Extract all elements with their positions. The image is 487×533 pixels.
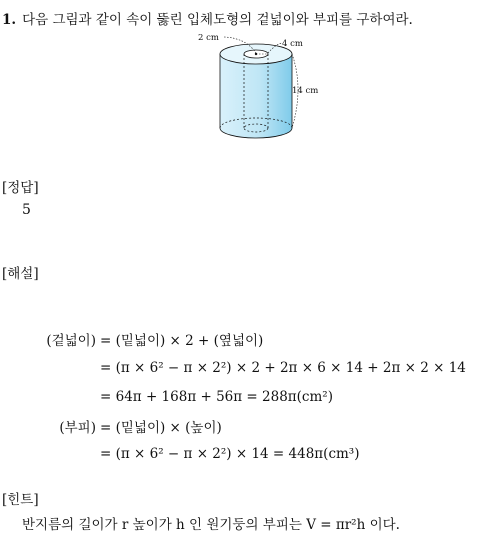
answer-value: 5: [22, 202, 31, 218]
equation-line-1: = (밑넓이) × 2 + (옆넓이): [100, 333, 264, 349]
hollow-cylinder-figure: [196, 28, 324, 154]
hollow-cylinder-drawing: [196, 28, 324, 154]
problem-statement: [2, 8, 413, 28]
volume-label: (부피): [59, 420, 96, 436]
equation-line-2: = (π × 6² − π × 2²) × 2 + 2π × 6 × 14 + 2π × 2 × 14: [100, 360, 466, 376]
cylinder-body: [220, 54, 292, 138]
hint-heading: [힌트]: [2, 492, 39, 508]
equation-line-3: = 64π + 168π + 56π = 288π(cm²): [100, 389, 333, 405]
problem-number: 1.: [2, 12, 17, 28]
height-label: 14 cm: [292, 86, 319, 96]
hint-text: 반지름의 길이가 r 높이가 h 인 원기둥의 부피는 V = πr²h 이다.: [22, 517, 400, 533]
inner-radius-label: 2 cm: [198, 33, 219, 43]
equation-line-5: = (π × 6² − π × 2²) × 14 = 448π(cm³): [100, 446, 360, 462]
answer-heading: [정답]: [2, 180, 39, 196]
surface-area-label: (겉넓이): [46, 333, 96, 349]
outer-radius-label: 4 cm: [282, 39, 303, 49]
equation-line-4: = (밑넓이) × (높이): [100, 420, 222, 436]
explanation-heading: [해설]: [2, 266, 39, 282]
problem-text: 다음 그림과 같이 속이 뚫린 입체도형의 겉넓이와 부피를 구하여라.: [22, 12, 413, 28]
